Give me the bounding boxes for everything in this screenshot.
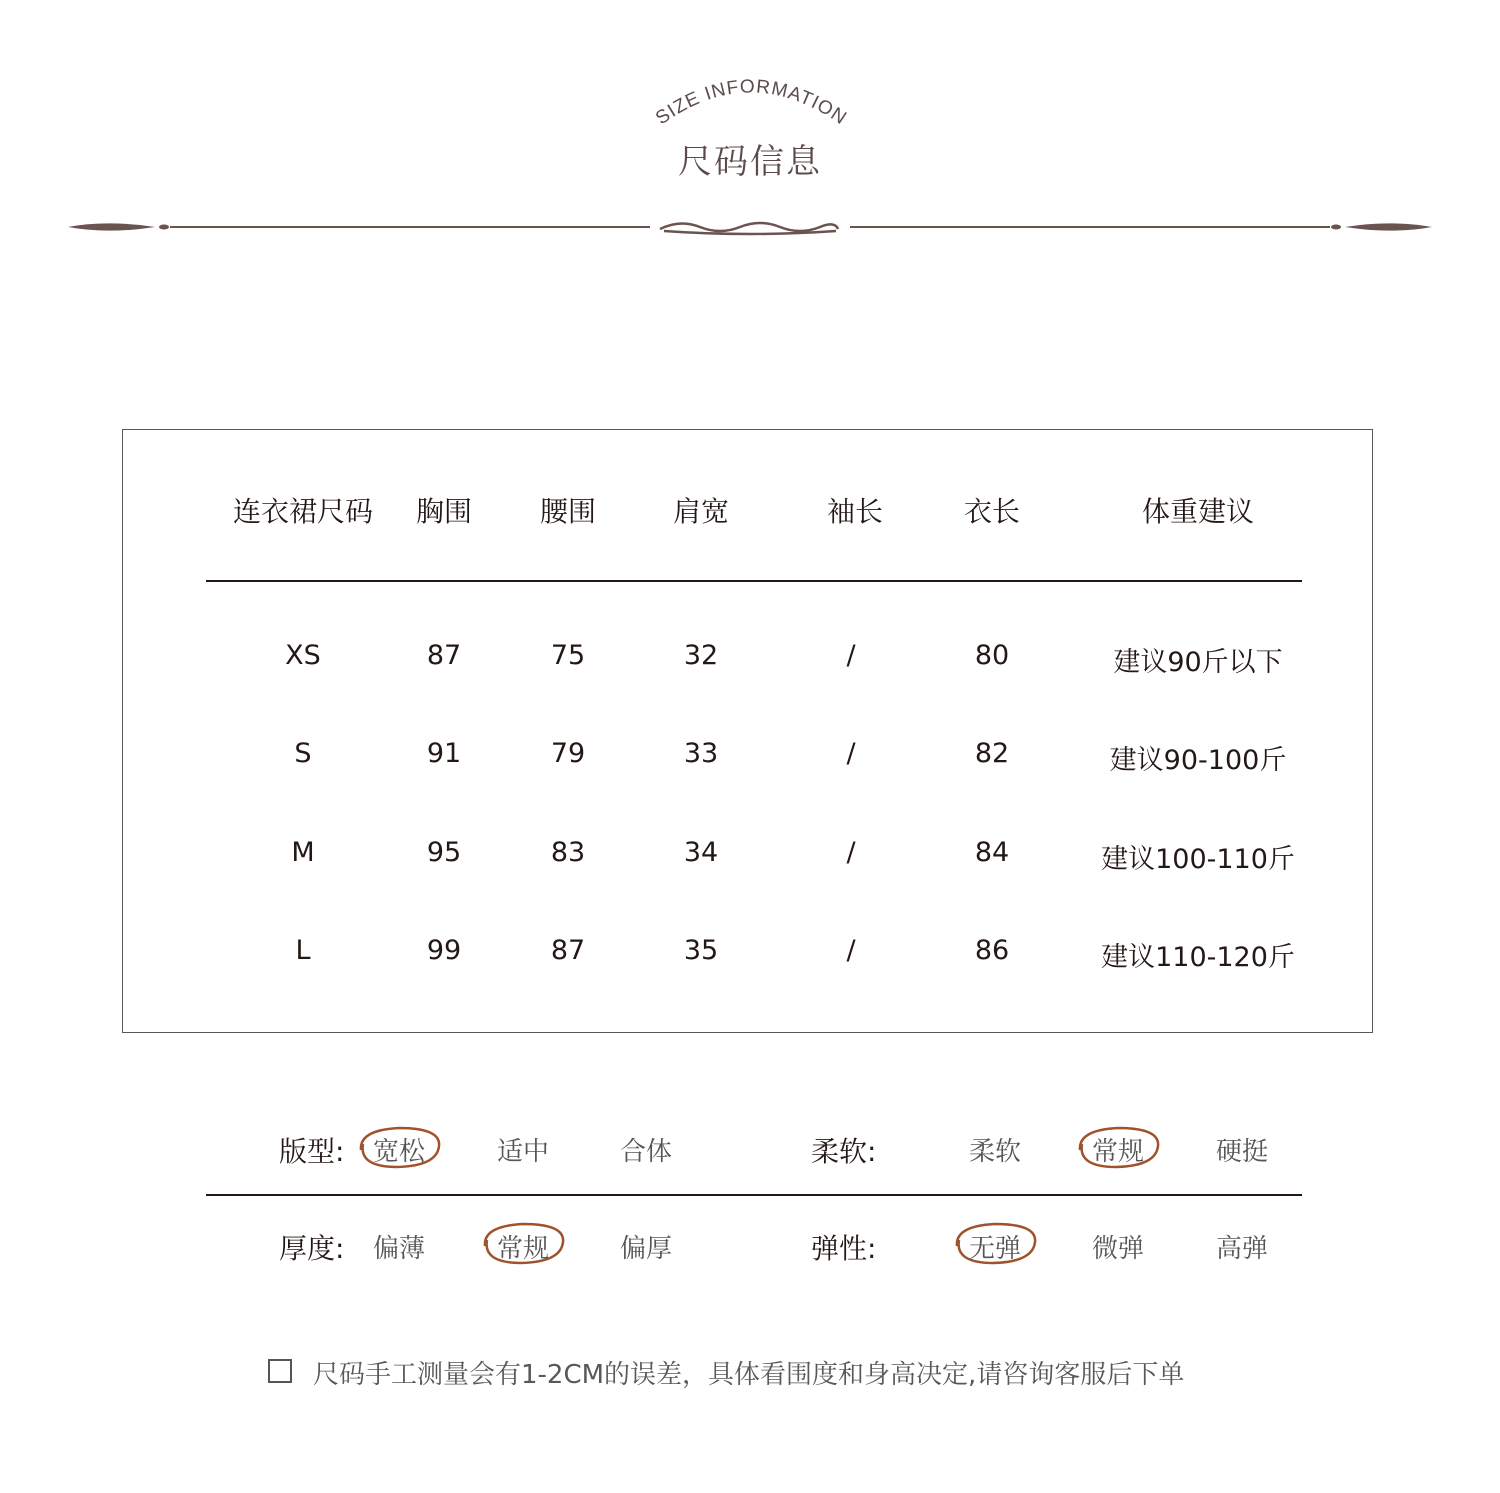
col-header-waist: 腰围: [539, 495, 597, 528]
attributes-rule: [206, 1194, 1302, 1196]
table-cell: 建议110-120斤: [1101, 942, 1295, 973]
arc-title-svg: [630, 55, 870, 145]
col-header-sleeve: 袖长: [826, 495, 884, 528]
thickness-label: 厚度:: [279, 1232, 345, 1265]
table-cell: 87: [426, 640, 462, 671]
table-cell: 32: [683, 640, 719, 671]
table-cell: XS: [285, 640, 321, 671]
table-cell: 80: [974, 640, 1010, 671]
table-cell: 35: [683, 935, 719, 966]
elasticity-label: 弹性:: [811, 1232, 877, 1265]
thickness-option-thin: 偏薄: [372, 1234, 426, 1264]
col-header-size: 连衣裙尺码: [232, 495, 374, 528]
thickness-option-regular: 常规: [496, 1234, 550, 1264]
table-cell: S: [294, 738, 312, 769]
arc-title-text: [652, 76, 851, 129]
table-cell: 83: [550, 837, 586, 868]
page-title: 尺码信息: [678, 142, 822, 182]
table-cell: /: [846, 640, 856, 671]
table-cell: 91: [426, 738, 462, 769]
col-header-bust: 胸围: [415, 495, 473, 528]
table-cell: 建议100-110斤: [1101, 844, 1295, 875]
table-cell: 34: [683, 837, 719, 868]
softness-option-regular: 常规: [1091, 1137, 1145, 1167]
table-cell: 84: [974, 837, 1010, 868]
elasticity-option-none: 无弹: [968, 1234, 1022, 1264]
table-cell: 86: [974, 935, 1010, 966]
thickness-option-thick: 偏厚: [619, 1234, 673, 1264]
col-header-length: 衣长: [963, 495, 1021, 528]
softness-option-soft: 柔软: [968, 1137, 1022, 1167]
table-cell: 79: [550, 738, 586, 769]
table-cell: 82: [974, 738, 1010, 769]
note-checkbox-icon: [268, 1359, 292, 1383]
fit-label: 版型:: [279, 1135, 345, 1168]
table-cell: /: [846, 738, 856, 769]
size-info-header: [0, 0, 1500, 260]
table-cell: 99: [426, 935, 462, 966]
col-header-shoulder: 肩宽: [672, 495, 730, 528]
elasticity-option-slight: 微弹: [1091, 1234, 1145, 1264]
table-header-rule: [206, 580, 1302, 582]
table-cell: L: [295, 935, 311, 966]
table-cell: 87: [550, 935, 586, 966]
measurement-note: 尺码手工测量会有1-2CM的误差，具体看围度和身高决定,请咨询客服后下单: [313, 1360, 1185, 1390]
table-cell: 建议90-100斤: [1109, 745, 1287, 776]
ornament-divider: [60, 205, 1440, 250]
table-cell: /: [846, 935, 856, 966]
table-cell: M: [291, 837, 315, 868]
table-cell: 33: [683, 738, 719, 769]
softness-label: 柔软:: [811, 1135, 877, 1168]
softness-option-stiff: 硬挺: [1215, 1137, 1269, 1167]
table-cell: 95: [426, 837, 462, 868]
fit-option-medium: 适中: [496, 1137, 550, 1167]
arc-title-textpath: SIZE INFORMATION: [652, 76, 851, 130]
table-cell: 建议90斤以下: [1113, 647, 1283, 678]
elasticity-option-high: 高弹: [1215, 1234, 1269, 1264]
table-cell: 75: [550, 640, 586, 671]
fit-option-fitted: 合体: [619, 1137, 673, 1167]
col-header-weight: 体重建议: [1141, 495, 1255, 528]
fit-option-loose: 宽松: [372, 1137, 426, 1167]
table-cell: /: [846, 837, 856, 868]
